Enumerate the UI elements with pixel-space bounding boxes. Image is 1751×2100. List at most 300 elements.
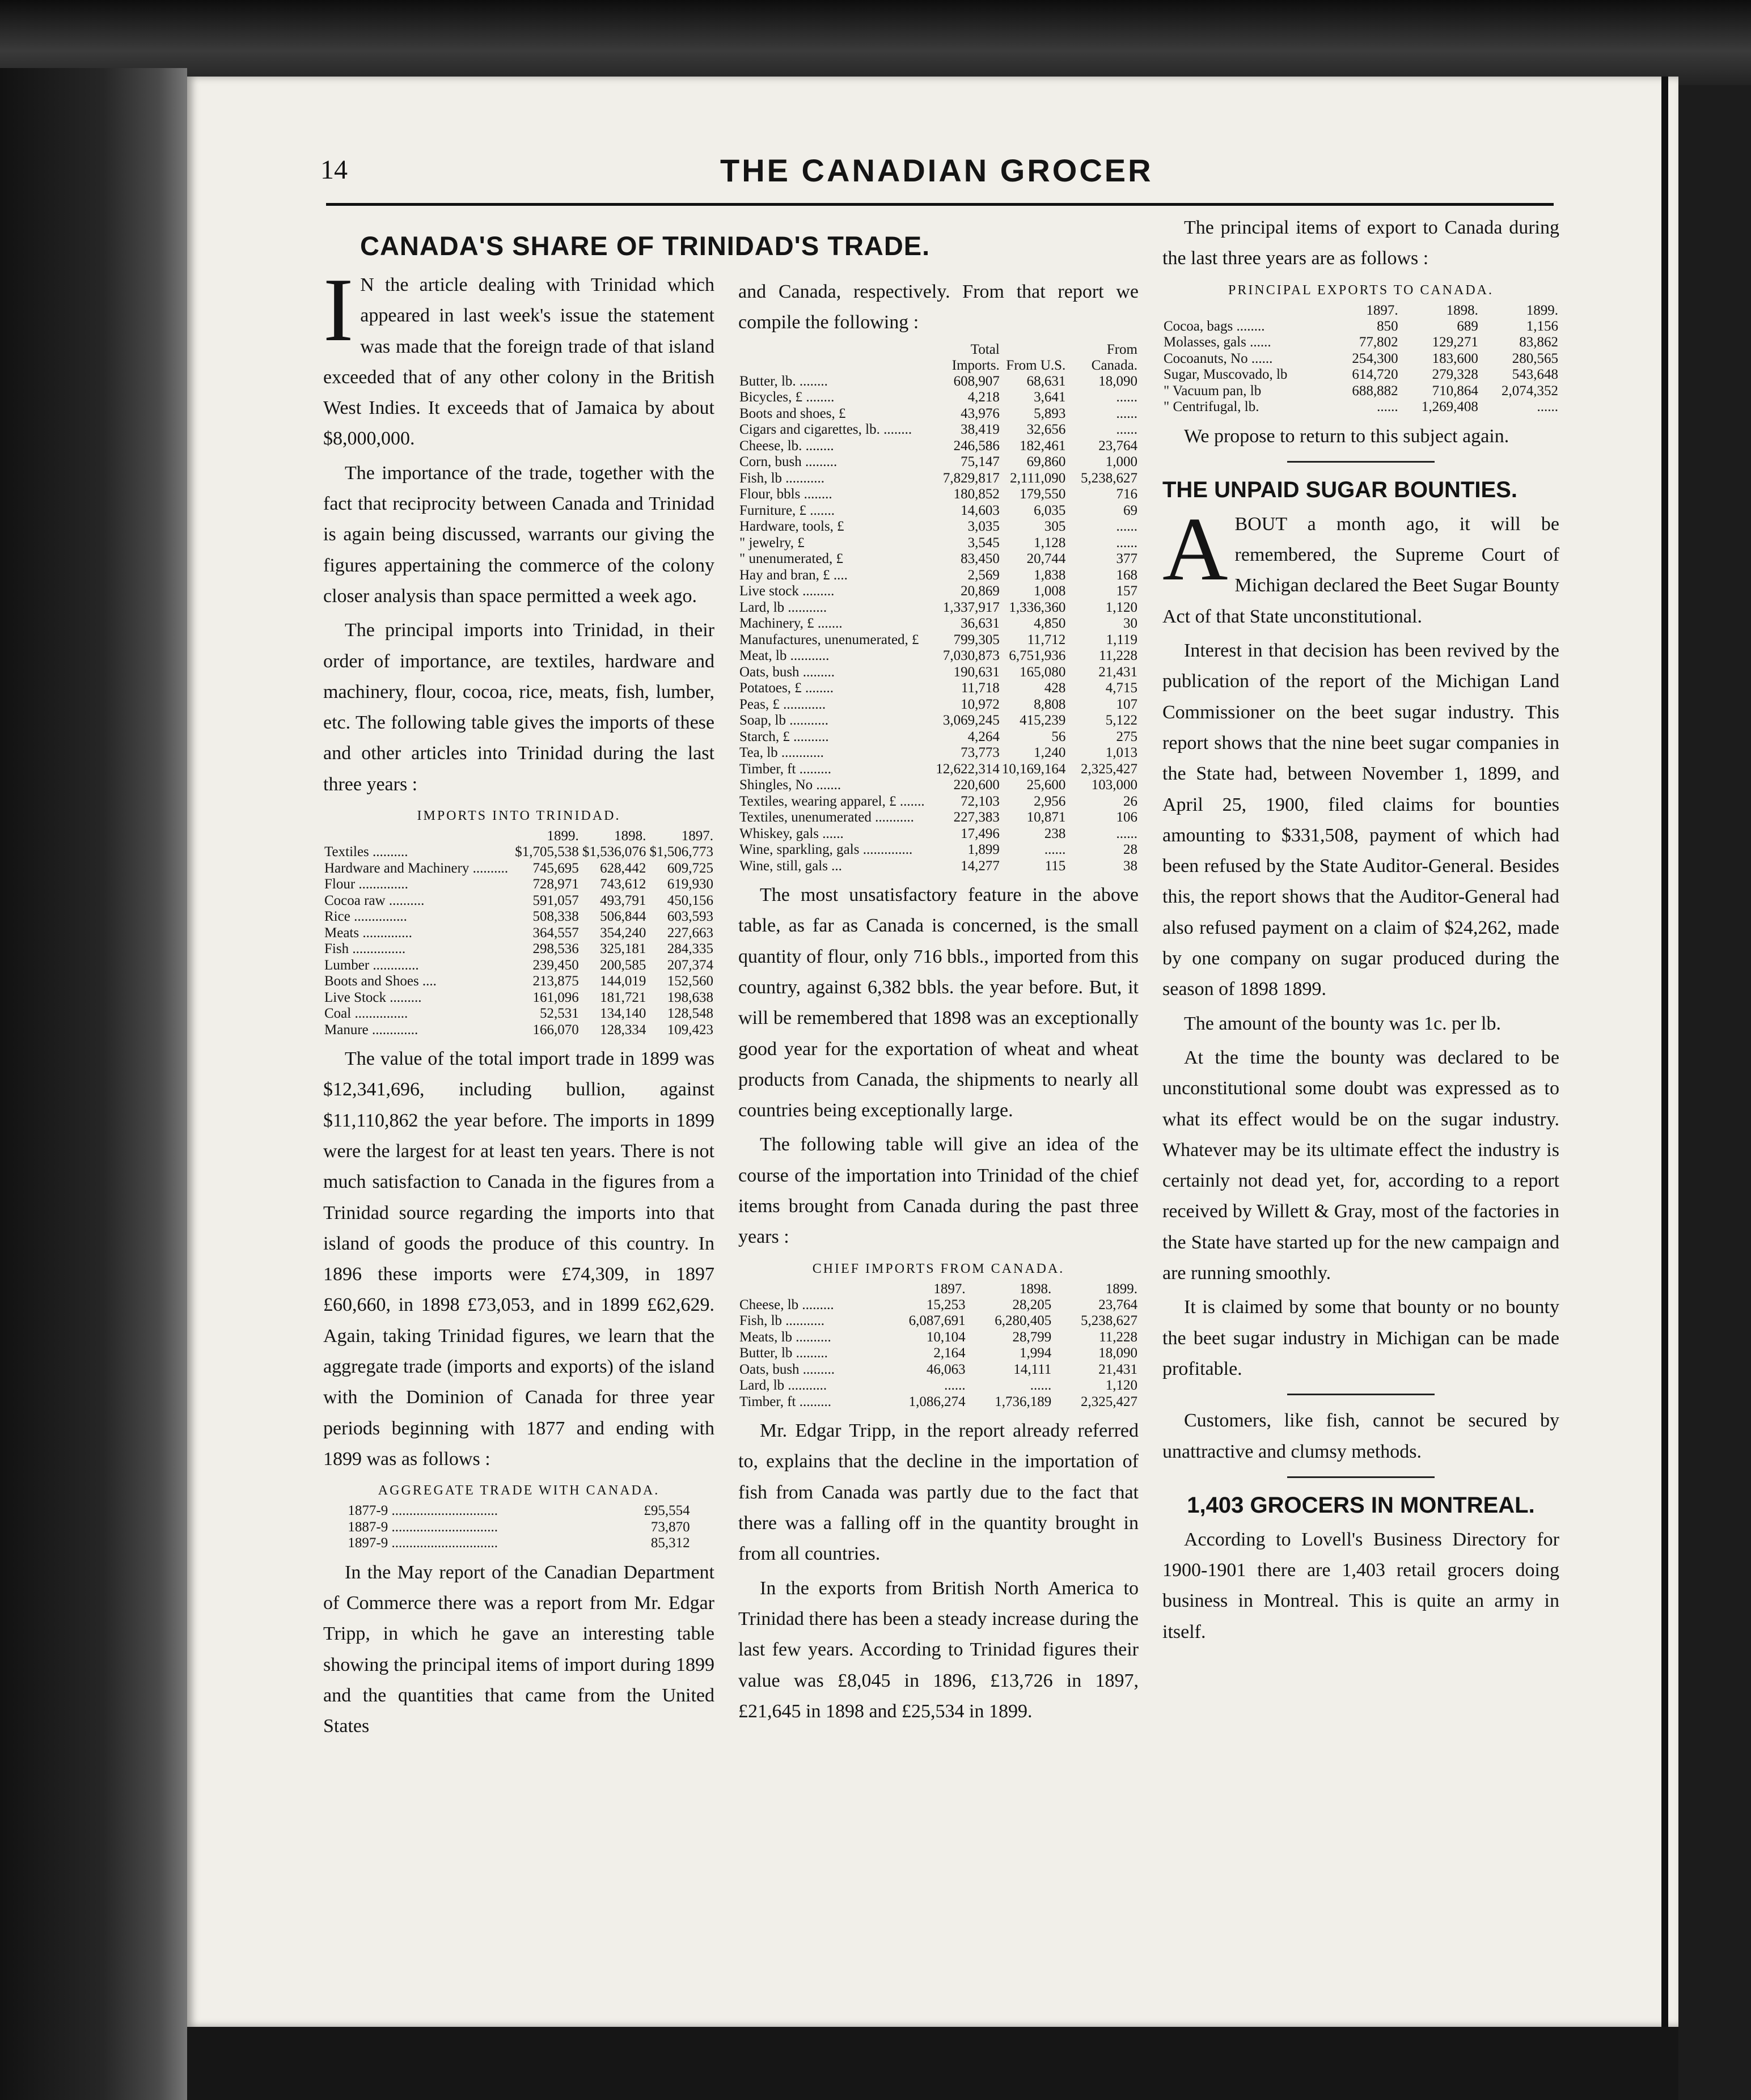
- article-paragraph: The importance of the trade, together with the fact that reciprocity between Canada and Trinidad is again being discussed, warrants our giving the figures appertaining the commerce of the colony closer analysis than space permitted a week ago.: [323, 462, 714, 607]
- row-label: Cocoanuts, No ......: [1164, 350, 1273, 366]
- cell-value: 161,096: [532, 989, 579, 1005]
- cell-value: 493,791: [600, 892, 646, 908]
- table-row: [738, 858, 1139, 875]
- table-row: [738, 600, 1139, 616]
- cell-value: 83,450: [961, 551, 1000, 567]
- page-edge: [1661, 77, 1668, 2027]
- cell-value: 1,838: [1034, 567, 1066, 583]
- cell-value: 165,080: [1020, 664, 1066, 680]
- row-label: Cigars and cigarettes, lb. ........: [739, 422, 912, 438]
- row-label: Bicycles, £ ........: [739, 389, 835, 405]
- cell-value: 1,899: [967, 842, 1000, 858]
- cell-value: 7,030,873: [942, 648, 1000, 664]
- column-header: Total Imports.: [951, 341, 1000, 373]
- table-row: [346, 1519, 691, 1536]
- cell-value: 21,431: [1098, 664, 1137, 680]
- cell-value: 85,312: [650, 1535, 690, 1551]
- cell-value: 179,550: [1020, 486, 1066, 502]
- table-row: [738, 568, 1139, 584]
- cell-value: $1,536,076: [582, 844, 646, 860]
- cell-value: ......: [1116, 825, 1137, 841]
- cell-value: ......: [1116, 422, 1137, 438]
- cell-value: 109,423: [667, 1022, 713, 1038]
- cell-value: 710,864: [1432, 383, 1478, 399]
- row-label: Fish, lb ...........: [739, 470, 825, 486]
- cell-value: 7,829,817: [942, 470, 1000, 486]
- row-label: Manure .............: [324, 1022, 418, 1038]
- column-header: 1898.: [1446, 302, 1478, 318]
- row-label: Boots and Shoes ....: [324, 973, 437, 989]
- cell-value: 325,181: [600, 941, 646, 957]
- table-caption: IMPORTS INTO TRINIDAD.: [417, 808, 621, 824]
- table-row: [738, 535, 1139, 552]
- table-row: [738, 777, 1139, 794]
- cell-value: $1,506,773: [649, 844, 713, 860]
- scan-background-bottom: [187, 2027, 1678, 2100]
- cell-value: 5,122: [1105, 713, 1137, 729]
- table-row: [738, 503, 1139, 519]
- table-row: [738, 583, 1139, 600]
- running-head: THE CANADIAN GROCER: [720, 153, 1153, 188]
- section-divider: [1287, 1476, 1435, 1478]
- cell-value: 14,603: [961, 502, 1000, 518]
- cell-value: 415,239: [1020, 713, 1066, 729]
- cell-value: 3,035: [967, 519, 1000, 535]
- column-header: From Canada.: [1091, 341, 1137, 373]
- table-row: [738, 664, 1139, 681]
- column-header: [1162, 303, 1334, 319]
- cell-value: 152,560: [667, 973, 713, 989]
- table-caption: PRINCIPAL EXPORTS TO CANADA.: [1228, 282, 1494, 298]
- article-paragraph: Interest in that decision has been revived by the publication of the report of the Michigan Land Commissioner on the beet sugar industry. This report shows that the nine beet sugar companies in the State had, between November 1, 1899, and April 25, 1900, filed claims for bounties amounting to $331,508, payment of which had been refused by the State Auditor-General. Besides this, the report shows that the Auditor-General had also refused payment on a claim of $24,262, made by one company on sugar produced during the season of 1898 1899.: [1162, 640, 1559, 1000]
- table-row: [323, 844, 714, 861]
- table-row: [1162, 367, 1559, 383]
- cell-value: 3,641: [1034, 389, 1066, 405]
- row-label: Machinery, £ .......: [739, 616, 843, 632]
- table-row: [738, 632, 1139, 649]
- row-label: Timber, ft .........: [739, 1394, 831, 1409]
- cell-value: 20,744: [1026, 551, 1066, 567]
- cell-value: 36,631: [961, 616, 1000, 632]
- row-label: Coal ...............: [324, 1006, 408, 1022]
- cell-value: 1,013: [1105, 745, 1137, 761]
- row-label: Butter, lb .........: [739, 1345, 828, 1361]
- cell-value: 4,850: [1034, 616, 1066, 632]
- column-header: 1899.: [1105, 1281, 1137, 1297]
- row-label: Soap, lb ...........: [739, 713, 828, 729]
- table-row: [1162, 335, 1559, 351]
- column-header: 1899.: [547, 828, 579, 844]
- row-label: Starch, £ ..........: [739, 729, 829, 744]
- cell-value: 25,600: [1026, 777, 1066, 793]
- chief-imports-table: [738, 1281, 1139, 1411]
- cell-value: 628,442: [600, 860, 646, 876]
- cell-value: 115: [1044, 858, 1066, 874]
- column-header: 1899.: [1526, 302, 1558, 318]
- page-number: 14: [320, 155, 348, 185]
- cell-value: 364,557: [532, 925, 579, 941]
- cell-value: 2,325,427: [1081, 761, 1137, 777]
- cell-value: 11,712: [1027, 632, 1066, 647]
- cell-value: 38: [1123, 858, 1137, 874]
- row-label: Oats, bush .........: [739, 664, 835, 680]
- row-label: Cocoa, bags ........: [1164, 318, 1265, 334]
- table-row: [738, 810, 1139, 826]
- cell-value: 11,718: [961, 680, 1000, 696]
- cell-value: 279,328: [1432, 367, 1478, 383]
- column-header: 1898.: [614, 828, 646, 844]
- filler-paragraph: Customers, like fish, cannot be secured by unattractive and clumsy methods.: [1162, 1410, 1559, 1462]
- column-header: 1897.: [933, 1281, 966, 1297]
- cell-value: 220,600: [953, 777, 1000, 793]
- article-paragraph: I N the article dealing with Trinidad which appeared in last week's issue the statement was made that the foreign trade of that island exceeded that of any other colony in the British West Indies. It exceeds that of Jamaica by about $8,000,000.: [323, 259, 714, 450]
- table-row: [738, 713, 1139, 729]
- row-label: Molasses, gals ......: [1164, 335, 1271, 350]
- table-row: [1162, 319, 1559, 335]
- column-header: [323, 828, 513, 844]
- cell-value: 1,086,274: [908, 1394, 966, 1409]
- article-paragraph: and Canada, respectively. From that report we compile the following :: [738, 281, 1139, 333]
- row-label: " Vacuum pan, lb: [1164, 383, 1262, 399]
- column-header: 1897.: [1366, 302, 1398, 318]
- article-title: CANADA'S SHARE OF TRINIDAD'S TRADE.: [360, 231, 931, 261]
- row-label: Fish, lb ...........: [739, 1313, 825, 1329]
- table-row: [323, 861, 714, 877]
- cell-value: 1,240: [1034, 745, 1066, 761]
- row-label: Manufactures, unenumerated, £: [739, 632, 919, 647]
- cell-value: 609,725: [667, 860, 713, 876]
- cell-value: 83,862: [1519, 335, 1558, 350]
- row-label: Textiles, unenumerated ...........: [739, 810, 914, 825]
- row-label: Whiskey, gals ......: [739, 825, 844, 841]
- table-row: [323, 893, 714, 909]
- row-label: Corn, bush .........: [739, 454, 838, 470]
- table-row: [738, 551, 1139, 568]
- article-paragraph: We propose to return to this subject again.: [1184, 425, 1509, 447]
- cell-value: 2,956: [1034, 793, 1066, 809]
- table-row: [738, 1362, 1139, 1378]
- row-label: Sugar, Muscovado, lb: [1164, 367, 1288, 383]
- cell-value: 52,531: [540, 1006, 579, 1022]
- cell-value: ......: [1537, 399, 1558, 415]
- cell-value: 183,600: [1432, 350, 1478, 366]
- table-row: [738, 471, 1139, 487]
- cell-value: 129,271: [1432, 335, 1478, 350]
- article-paragraph: The value of the total import trade in 1899 was $12,341,696, including bullion, against $11,110,862 the year before. The imports in 1899 were the largest for at least ten years. There is not much satisfaction to Canada in the figures from a Trinidad source regarding the imports into that island of goods the produce of this country. In 1896 these imports were £74,309, in 1897 £60,660, in 1898 £73,053, and in 1899 £62,629. Again, taking Trinidad figures, we learn that the aggregate trade (imports and exports) of the island with the Dominion of Canada for three year periods beginning with 1877 and ending with 1899 was as follows :: [323, 1048, 714, 1470]
- cell-value: 103,000: [1091, 777, 1137, 793]
- cell-value: 69,860: [1026, 454, 1066, 470]
- row-label: Meats ..............: [324, 925, 412, 941]
- cell-value: 688,882: [1352, 383, 1398, 399]
- article-title: 1,403 GROCERS IN MONTREAL.: [1187, 1492, 1535, 1518]
- table-row: [738, 616, 1139, 632]
- cell-value: 77,802: [1359, 335, 1398, 350]
- cell-value: 20,869: [961, 583, 1000, 599]
- cell-value: ......: [1044, 842, 1066, 858]
- scan-background: [0, 0, 1751, 85]
- table-row: [738, 519, 1139, 535]
- cell-value: 6,035: [1034, 502, 1066, 518]
- row-label: Cheese, lb .........: [739, 1297, 834, 1312]
- table-row: [738, 648, 1139, 664]
- row-label: 1877-9 ..............................: [348, 1503, 498, 1519]
- cell-value: 75,147: [961, 454, 1000, 470]
- cell-value: 284,335: [667, 941, 713, 957]
- cell-value: ......: [1116, 519, 1137, 535]
- cell-value: 689: [1457, 318, 1478, 334]
- cell-value: 305: [1044, 519, 1066, 535]
- cell-value: 10,169,164: [1001, 761, 1066, 777]
- cell-value: 2,569: [967, 567, 1000, 583]
- cell-value: 68,631: [1026, 373, 1066, 389]
- cell-value: ......: [1116, 405, 1137, 421]
- cell-value: 38,419: [961, 422, 1000, 438]
- article-paragraph: ABOUT a month ago, it will be remembered, the Supreme Court of Michigan declared the Beet Sugar Bounty Act of that State unconstitutional.: [1162, 498, 1559, 627]
- column-3: [1162, 213, 1559, 1651]
- cell-value: 11,228: [1099, 1329, 1137, 1345]
- table-row: [738, 389, 1139, 406]
- table-row: [1162, 383, 1559, 400]
- row-label: Meat, lb ...........: [739, 648, 830, 664]
- cell-value: 106: [1116, 810, 1137, 825]
- cell-value: ......: [1377, 399, 1398, 415]
- table-row: [738, 697, 1139, 713]
- row-label: " Centrifugal, lb.: [1164, 399, 1259, 415]
- table-row: [738, 1345, 1139, 1362]
- cell-value: 43,976: [961, 405, 1000, 421]
- table-row: [323, 1006, 714, 1022]
- cell-value: 743,612: [600, 877, 646, 892]
- table-row: [738, 406, 1139, 422]
- cell-value: 2,164: [933, 1345, 966, 1361]
- table-row: [738, 729, 1139, 746]
- row-label: Meats, lb ..........: [739, 1329, 831, 1345]
- cell-value: 11,228: [1099, 648, 1137, 664]
- table-row: [346, 1535, 691, 1552]
- cell-value: 1,120: [1105, 1378, 1137, 1394]
- cell-value: 450,156: [667, 892, 713, 908]
- cell-value: 6,087,691: [908, 1313, 966, 1329]
- cell-value: 603,593: [667, 909, 713, 925]
- cell-value: 73,870: [650, 1519, 690, 1535]
- table-row: [738, 1297, 1139, 1314]
- cell-value: 21,431: [1098, 1361, 1137, 1377]
- article-paragraph: In the exports from British North America to Trinidad there has been a steady increase during the last few years. According to Trinidad figures their value was £8,045 in 1896, £13,726 in 1897, £21,645 in 1898 and £25,534 in 1899.: [738, 1577, 1139, 1722]
- cell-value: 28,205: [1012, 1297, 1052, 1312]
- row-label: Textiles ..........: [324, 844, 408, 860]
- section-divider: [1287, 1394, 1435, 1395]
- cell-value: 28,799: [1012, 1329, 1052, 1345]
- cell-value: 591,057: [532, 892, 579, 908]
- cell-value: 3,545: [967, 535, 1000, 551]
- cell-value: 18,090: [1098, 373, 1137, 389]
- cell-value: 1,008: [1034, 583, 1066, 599]
- table-row: [738, 1330, 1139, 1346]
- exports-table: [1162, 303, 1559, 416]
- table-row: [346, 1503, 691, 1519]
- cell-value: 2,325,427: [1081, 1394, 1137, 1409]
- column-header: 1898.: [1020, 1281, 1052, 1297]
- cell-value: 4,715: [1105, 680, 1137, 696]
- column-header: [738, 1281, 881, 1297]
- cell-value: 180,852: [953, 486, 1000, 502]
- row-label: Shingles, No .......: [739, 777, 841, 793]
- row-label: " jewelry, £: [739, 535, 805, 551]
- row-label: Textiles, wearing apparel, £ .......: [739, 793, 925, 809]
- cell-value: 4,218: [967, 389, 1000, 405]
- cell-value: 23,764: [1098, 438, 1137, 454]
- cell-value: 506,844: [600, 909, 646, 925]
- article-title: THE UNPAID SUGAR BOUNTIES.: [1162, 477, 1517, 502]
- article-paragraph: It is claimed by some that bounty or no bounty the beet sugar industry in Michigan can be made profitable.: [1162, 1297, 1559, 1379]
- article-paragraph: The following table will give an idea of the course of the importation into Trinidad of the chief items brought from Canada during the past three years :: [738, 1134, 1139, 1248]
- table-row: [323, 990, 714, 1006]
- cell-value: 8,808: [1034, 696, 1066, 712]
- cell-value: 134,140: [600, 1006, 646, 1022]
- cell-value: ......: [1116, 535, 1137, 551]
- row-label: Lard, lb ...........: [739, 599, 827, 615]
- cell-value: 1,120: [1105, 599, 1137, 615]
- row-label: Tea, lb ............: [739, 745, 824, 761]
- row-label: Wine, sparkling, gals ..............: [739, 842, 913, 858]
- cell-value: 354,240: [600, 925, 646, 941]
- table-row: [738, 486, 1139, 503]
- cell-value: 1,128: [1034, 535, 1066, 551]
- cell-value: 428: [1044, 680, 1066, 696]
- cell-value: 254,300: [1352, 350, 1398, 366]
- table-row: [323, 925, 714, 942]
- cell-value: 107: [1116, 696, 1137, 712]
- table-row: [323, 877, 714, 893]
- cell-value: 144,019: [600, 973, 646, 989]
- table-row: [738, 842, 1139, 858]
- row-label: Boots and shoes, £: [739, 405, 846, 421]
- row-label: " unenumerated, £: [739, 551, 844, 567]
- cell-value: 69: [1123, 502, 1137, 518]
- row-label: Lumber .............: [324, 957, 419, 973]
- article-paragraph: The most unsatisfactory feature in the above table, as far as Canada is concerned, is the small quantity of flour, only 716 bbls., imported from this country, against 6,382 bbls. the year before. But, it will be remembered that 1898 was an exceptionally good year for the exportation of wheat and wheat products from Canada, the shipments to nearly all countries being exceptionally large.: [738, 884, 1139, 1121]
- cell-value: ......: [944, 1378, 966, 1394]
- cell-value: 5,893: [1034, 405, 1066, 421]
- row-label: Live stock .........: [739, 583, 835, 599]
- column-2: [738, 277, 1139, 1730]
- row-label: Furniture, £ .......: [739, 502, 835, 518]
- cell-value: 213,875: [532, 973, 579, 989]
- article-paragraph: According to Lovell's Business Directory for 1900-1901 there are 1,403 retail grocers doing business in Montreal. This is quite an army in itself.: [1162, 1529, 1559, 1642]
- table-row: [738, 454, 1139, 471]
- cell-value: 128,548: [667, 1006, 713, 1022]
- article-paragraph: The principal items of export to Canada during the last three years are as follows :: [1162, 217, 1559, 269]
- cell-value: 28: [1123, 842, 1137, 858]
- row-label: Flour ..............: [324, 877, 408, 892]
- row-label: 1897-9 ..............................: [348, 1535, 498, 1551]
- section-divider: [1287, 461, 1435, 463]
- cell-value: 2,074,352: [1502, 383, 1558, 399]
- cell-value: 14,111: [1013, 1361, 1052, 1377]
- column-header: [738, 342, 926, 374]
- cell-value: 508,338: [532, 909, 579, 925]
- table-row: [323, 941, 714, 958]
- cell-value: 26: [1123, 793, 1137, 809]
- table-row: [738, 826, 1139, 842]
- imports-table: [323, 828, 714, 1038]
- row-label: Hay and bran, £ ....: [739, 567, 848, 583]
- cell-value: 246,586: [953, 438, 1000, 454]
- cell-value: 17,496: [961, 825, 1000, 841]
- cell-value: 728,971: [532, 877, 579, 892]
- row-label: Live Stock .........: [324, 989, 422, 1005]
- cell-value: 23,764: [1098, 1297, 1137, 1312]
- cell-value: 239,450: [532, 957, 579, 973]
- article-paragraph: The principal imports into Trinidad, in their order of importance, are textiles, hardware and machinery, flour, cocoa, rice, meats, fish, lumber, etc. The following table gives the imports of these and other articles into Trinidad during the last three years :: [323, 620, 714, 795]
- table-row: [738, 745, 1139, 761]
- cell-value: 207,374: [667, 957, 713, 973]
- table-row: [738, 1378, 1139, 1394]
- cell-value: 6,280,405: [995, 1313, 1052, 1329]
- cell-value: 128,334: [600, 1022, 646, 1038]
- aggregate-table: [346, 1503, 691, 1552]
- cell-value: 850: [1377, 318, 1398, 334]
- table-caption: AGGREGATE TRADE WITH CANADA.: [378, 1483, 660, 1498]
- cell-value: 182,461: [1020, 438, 1066, 454]
- cell-value: 190,631: [953, 664, 1000, 680]
- cell-value: 3,069,245: [942, 713, 1000, 729]
- cell-value: 280,565: [1512, 350, 1558, 366]
- row-label: Hardware and Machinery ..........: [324, 860, 509, 876]
- cell-value: 157: [1116, 583, 1137, 599]
- cell-value: 298,536: [532, 941, 579, 957]
- cell-value: 32,656: [1026, 422, 1066, 438]
- row-label: Potatoes, £ ........: [739, 680, 834, 696]
- column-header: 1897.: [681, 828, 713, 844]
- cell-value: 10,871: [1026, 810, 1066, 825]
- cell-value: £95,554: [644, 1503, 690, 1519]
- cell-value: 2,111,090: [1010, 470, 1066, 486]
- cell-value: 614,720: [1352, 367, 1398, 383]
- cell-value: 5,238,627: [1081, 470, 1137, 486]
- cell-value: 1,736,189: [995, 1394, 1052, 1409]
- drop-cap: A: [1162, 498, 1228, 599]
- cell-value: 377: [1116, 551, 1137, 567]
- table-row: [738, 794, 1139, 810]
- cell-value: 608,907: [953, 373, 1000, 389]
- cell-value: 198,638: [667, 989, 713, 1005]
- cell-value: 4,264: [967, 729, 1000, 744]
- cell-value: 166,070: [532, 1022, 579, 1038]
- cell-value: 6,751,936: [1009, 648, 1066, 664]
- table-row: [1162, 399, 1559, 416]
- cell-value: 14,277: [961, 858, 1000, 874]
- table-row: [1162, 351, 1559, 367]
- cell-value: 543,648: [1512, 367, 1558, 383]
- row-label: Cocoa raw ..........: [324, 892, 425, 908]
- cell-value: 72,103: [961, 793, 1000, 809]
- cell-value: 227,663: [667, 925, 713, 941]
- cell-value: 168: [1116, 567, 1137, 583]
- column-header: From U.S.: [1006, 357, 1066, 373]
- row-label: Rice ...............: [324, 909, 407, 925]
- cell-value: 227,383: [953, 810, 1000, 825]
- row-label: 1887-9 ..............................: [348, 1519, 498, 1535]
- table-row: [738, 1313, 1139, 1330]
- cell-value: 716: [1116, 486, 1137, 502]
- table-row: [738, 374, 1139, 390]
- cell-value: 1,336,360: [1009, 599, 1066, 615]
- cell-value: 1,337,917: [942, 599, 1000, 615]
- table-row: [738, 680, 1139, 697]
- cell-value: 10,104: [926, 1329, 966, 1345]
- table-row: [323, 973, 714, 990]
